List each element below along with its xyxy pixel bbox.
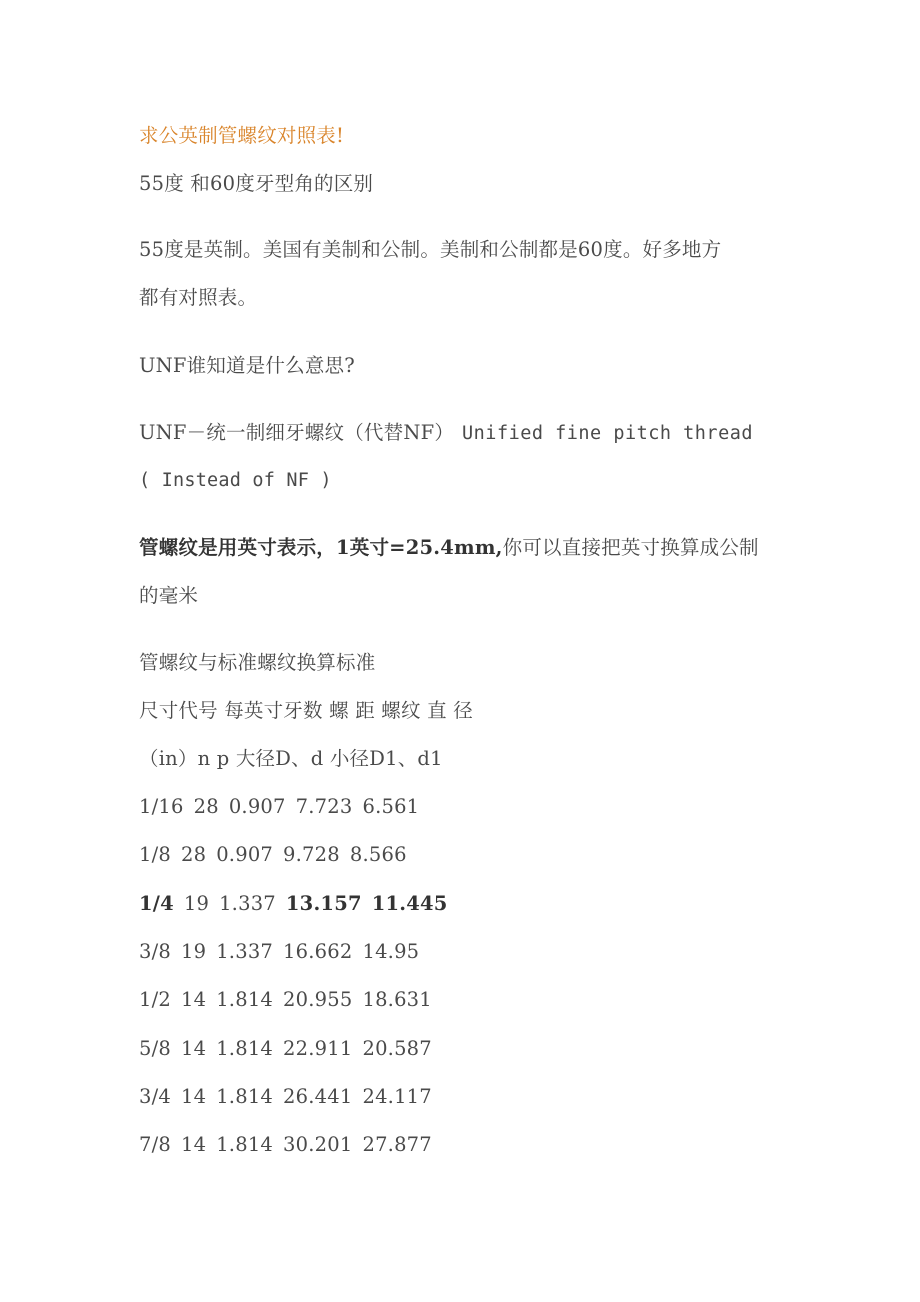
- unf-definition-cn: UNF－统一制细牙螺纹（代替NF）: [139, 421, 455, 444]
- table-cell: 1/4: [139, 892, 174, 915]
- table-cell: 3/4: [139, 1085, 171, 1108]
- table-row: [139, 892, 458, 916]
- table-cell: 1.814: [216, 1133, 274, 1156]
- table-cell: 14: [180, 1133, 207, 1156]
- table-cell: 14: [180, 1085, 207, 1108]
- table-header-line2: （in）n p 大径D、d 小径D1、d1: [139, 747, 443, 770]
- table-cell: 7/8: [139, 1133, 171, 1156]
- table-cell: 0.907: [216, 843, 274, 866]
- paragraph-unf-definition-line2: ( Instead of NF ): [139, 470, 332, 491]
- paragraph-standards-line1: 55度是英制。美国有美制和公制。美制和公制都是60度。好多地方: [139, 238, 722, 261]
- table-row: [139, 940, 429, 964]
- table-title: 管螺纹与标准螺纹换算标准: [139, 651, 376, 674]
- table-cell: 9.728: [283, 843, 340, 866]
- table-cell: 20.955: [283, 988, 353, 1011]
- table-cell: 16.662: [283, 940, 353, 963]
- table-row: [139, 988, 442, 1012]
- table-cell: 1/16: [139, 795, 184, 818]
- table-cell: 5/8: [139, 1037, 171, 1060]
- table-cell: 28: [193, 795, 219, 818]
- inch-conversion-rest: 你可以直接把英寸换算成公制: [502, 536, 759, 559]
- table-cell: 19: [180, 940, 207, 963]
- paragraph-inch-conversion-line1: [139, 536, 759, 560]
- paragraph-inch-conversion-line2: 的毫米: [139, 584, 199, 607]
- table-row: [139, 843, 417, 867]
- table-cell: 1.814: [216, 1085, 274, 1108]
- table-cell: 28: [180, 843, 207, 866]
- table-cell: 1/2: [139, 988, 171, 1011]
- table-cell: 0.907: [228, 795, 286, 818]
- table-cell: 11.445: [371, 892, 448, 915]
- table-cell: 24.117: [362, 1085, 432, 1108]
- table-cell: 1.337: [219, 892, 276, 915]
- paragraph-angle-difference: 55度 和60度牙型角的区别: [139, 172, 374, 195]
- table-cell: 8.566: [349, 843, 407, 866]
- table-cell: 18.631: [362, 988, 432, 1011]
- table-cell: 22.911: [283, 1037, 353, 1060]
- table-row: [139, 1085, 442, 1109]
- table-row: [139, 1037, 442, 1061]
- table-cell: 14.95: [362, 940, 420, 963]
- paragraph-unf-definition-line1: [139, 421, 753, 446]
- table-cell: 13.157: [285, 892, 362, 915]
- table-cell: 1.814: [216, 1037, 274, 1060]
- document-title: 求公英制管螺纹对照表!: [139, 124, 345, 147]
- table-cell: 1.337: [216, 940, 274, 963]
- table-cell: 27.877: [362, 1133, 432, 1156]
- table-cell: 1/8: [139, 843, 171, 866]
- table-cell: 3/8: [139, 940, 171, 963]
- table-cell: 26.441: [283, 1085, 353, 1108]
- table-cell: 1.814: [216, 988, 274, 1011]
- inch-conversion-bold: 管螺纹是用英寸表示，1英寸=25.4mm,: [139, 536, 503, 559]
- table-cell: 20.587: [362, 1037, 432, 1060]
- table-row: [139, 795, 429, 819]
- table-cell: 7.723: [295, 795, 353, 818]
- table-cell: 14: [180, 988, 207, 1011]
- paragraph-standards-line2: 都有对照表。: [139, 286, 258, 309]
- table-row: [139, 1133, 442, 1157]
- table-cell: 14: [180, 1037, 207, 1060]
- table-cell: 6.561: [362, 795, 420, 818]
- table-header-line1: 尺寸代号 每英寸牙数 螺 距 螺纹 直 径: [139, 699, 473, 722]
- paragraph-unf-question: UNF谁知道是什么意思?: [139, 354, 355, 377]
- unf-definition-en: Unified fine pitch thread: [462, 423, 753, 444]
- table-cell: 30.201: [283, 1133, 353, 1156]
- table-cell: 19: [183, 892, 210, 915]
